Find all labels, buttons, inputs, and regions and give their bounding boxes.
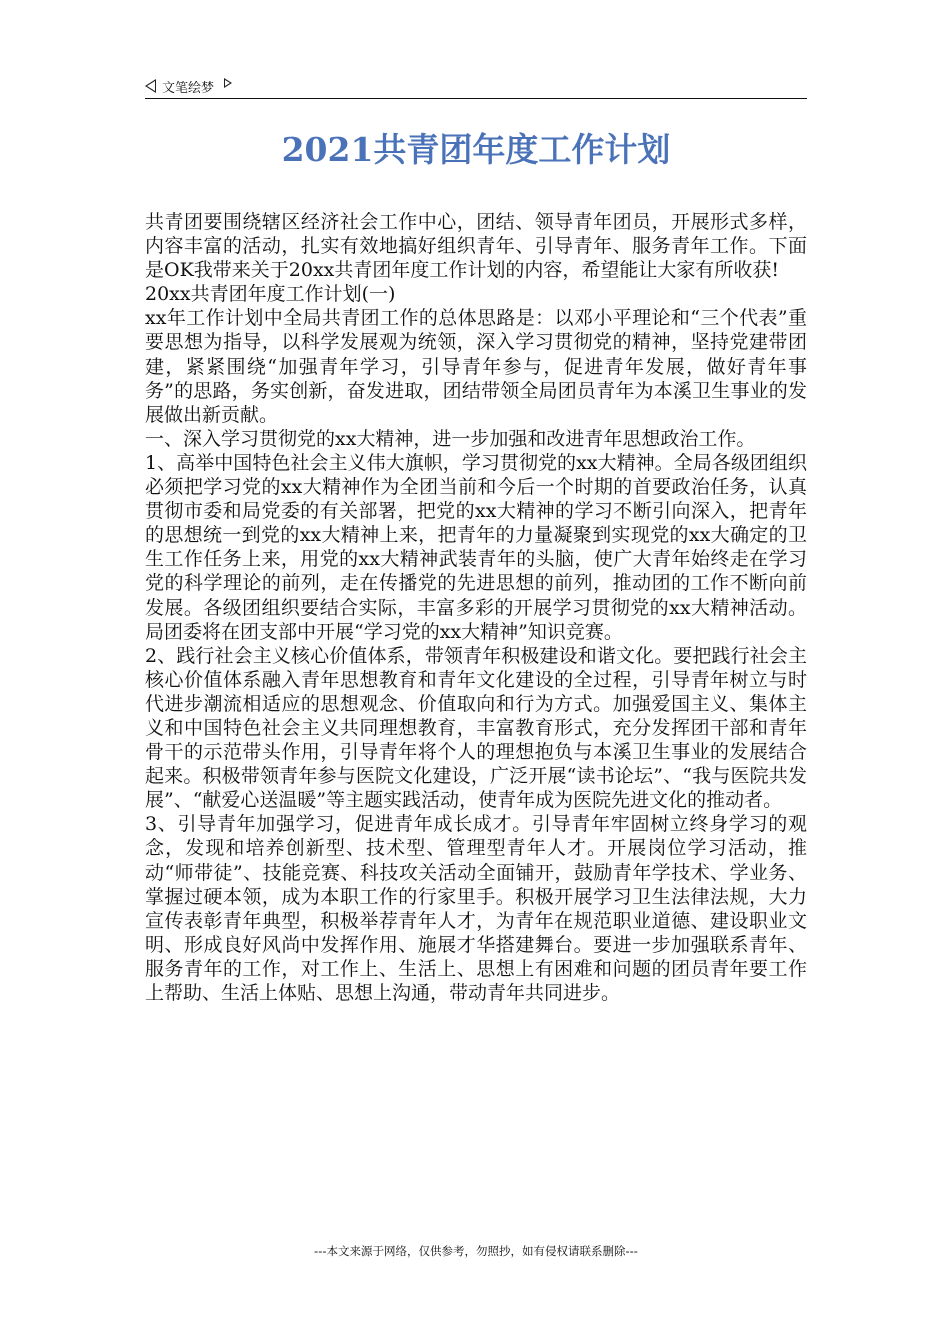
paragraph-item-3: 3、引导青年加强学习，促进青年成长成才。引导青年牢固树立终身学习的观念，发现和培养创新型、技术型、管理型青年人才。开展岗位学习活动，推动“师带徒”、技能竞赛、科技攻关活动全面铺开，鼓励青年学技术、学业务、掌握过硬本领，成为本职工作的行家里手。积极开展学习卫生法律法规，大力宣传表彰青年典型，积极举荐青年人才，为青年在规范职业道德、建设职业文明、形成良好风尚中发挥作用、施展才华搭建舞台。要进一步加强联系青年、服务青年的工作，对工作上、生活上、思想上有困难和问题的团员青年要工作上帮助、生活上体贴、思想上沟通，带动青年共同进步。 xyxy=(145,813,807,1004)
document-body xyxy=(145,210,807,1005)
paragraph-section-heading: 一、深入学习贯彻党的xx大精神，进一步加强和改进青年思想政治工作。 xyxy=(145,427,756,450)
triangle-left-icon xyxy=(145,79,156,93)
page-footer: ---本文来源于网络，仅供参考，勿照抄，如有侵权请联系删除--- xyxy=(314,1244,638,1258)
header-text: 文笔绘梦 xyxy=(162,80,215,96)
paragraph-intro: 共青团要围绕辖区经济社会工作中心，团结、领导青年团员，开展形式多样，内容丰富的活动，扎实有效地搞好组织青年、引导青年、服务青年工作。下面是OK我带来关于20xx共青团年度工作计划的内容，希望能让大家有所收获! xyxy=(145,211,807,282)
paragraph-item-2: 2、践行社会主义核心价值体系，带领青年积极建设和谐文化。要把践行社会主核心价值体系融入青年思想教育和青年文化建设的全过程，引导青年树立与时代进步潮流相适应的思想观念、价值取向和行为方式。加强爱国主义、集体主义和中国特色社会主义共同理想教育，丰富教育形式，充分发挥团干部和青年骨干的示范带头作用，引导青年将个人的理想抱负与本溪卫生事业的发展结合起来。积极带领青年参与医院文化建设，广泛开展“读书论坛”、“我与医院共发展”、“献爱心送温暖”等主题实践活动，使青年成为医院先进文化的推动者。 xyxy=(145,644,807,812)
document-title: 2021共青团年度工作计划 xyxy=(281,130,671,169)
paragraph-item-1: 1、高举中国特色社会主义伟大旗帜，学习贯彻党的xx大精神。全局各级团组织必须把学习党的xx大精神作为全团当前和今后一个时期的首要政治任务，认真贯彻市委和局党委的有关部署，把党的xx大精神的学习不断引向深入，把青年的思想统一到党的xx大精神上来，把青年的力量凝聚到实现党的xx大确定的卫生工作任务上来，用党的xx大精神武装青年的头脑，使广大青年始终走在学习党的科学理论的前列，走在传播党的先进思想的前列，推动团的工作不断向前发展。各级团组织要结合实际，丰富多彩的开展学习贯彻党的xx大精神活动。局团委将在团支部中开展“学习党的xx大精神”知识竞赛。 xyxy=(145,451,807,643)
paragraph-overview: xx年工作计划中全局共青团工作的总体思路是：以邓小平理论和“三个代表”重要思想为指导，以科学发展观为统领，深入学习贯彻党的精神，坚持党建带团建，紧紧围绕“加强青年学习，引导青年参与，促进青年发展，做好青年事务”的思路，务实创新，奋发进取，团结带领全局团员青年为本溪卫生事业的发展做出新贡献。 xyxy=(145,307,807,426)
paragraph-subtitle: 20xx共青团年度工作计划(一) xyxy=(145,283,396,306)
triangle-right-icon xyxy=(224,78,232,88)
page-header xyxy=(145,74,807,98)
header-divider xyxy=(145,98,807,99)
